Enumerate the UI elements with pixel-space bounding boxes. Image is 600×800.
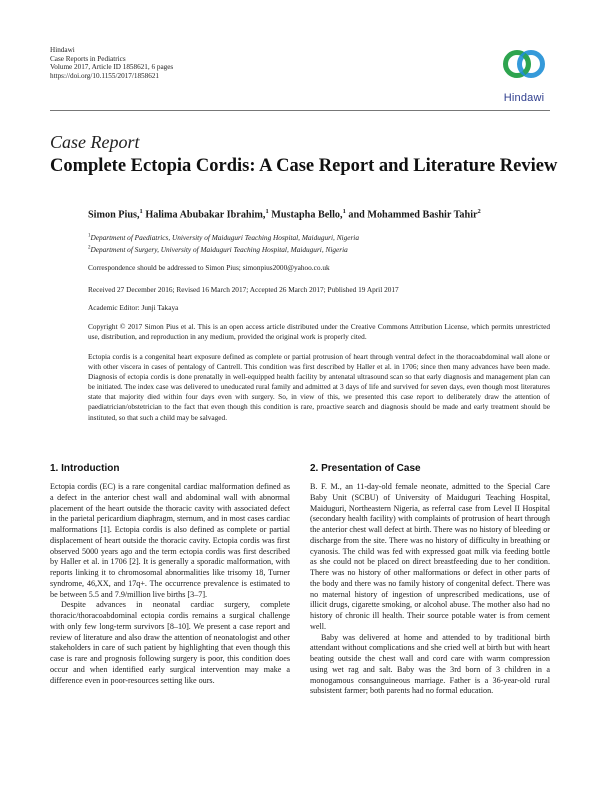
volume-info: Volume 2017, Article ID 1858621, 6 pages (50, 63, 174, 72)
publisher-name: Hindawi (50, 46, 75, 54)
article-dates: Received 27 December 2016; Revised 16 March 2017; Accepted 26 March 2017; Published 19 April 2017 (88, 285, 399, 294)
section-heading-presentation-of-case: 2. Presentation of Case (310, 463, 421, 474)
author-affiliation-mark: 2 (477, 208, 481, 215)
affiliation-mark: 1 (88, 233, 91, 239)
introduction-body (50, 482, 290, 686)
doi-link[interactable]: https://doi.org/10.1155/2017/1858621 (50, 71, 160, 80)
section-heading-introduction: 1. Introduction (50, 463, 120, 474)
case-presentation-body (310, 482, 550, 697)
author-name: Mustapha Bello, (268, 209, 343, 221)
author-name: Simon Pius, (88, 209, 140, 221)
hindawi-logo-text: Hindawi (503, 92, 545, 104)
author-name: and Mohammed Bashir Tahir (345, 209, 478, 221)
article-type: Case Report (50, 132, 140, 152)
author-name: Halima Abubakar Ibrahim, (142, 209, 266, 221)
affiliation-text: Department of Surgery, University of Maiduguri Teaching Hospital, Maiduguri, Nigeria (90, 245, 348, 254)
correspondence: Correspondence should be addressed to Simon Pius; simonpius2000@yahoo.co.uk (88, 263, 330, 272)
affiliation-text: Department of Paediatrics, University of Maiduguri Teaching Hospital, Maiduguri, Nigeria (90, 233, 359, 242)
author-affiliation-mark: 1 (342, 208, 346, 215)
header-divider (50, 110, 550, 111)
journal-name: Case Reports in Pediatrics (50, 54, 126, 63)
paragraph: Baby was delivered at home and attended to by traditional birth attendant without complications and she cried well at birth but with heart beating outside the chest wall and cord care with warm compression using wet rag and salt. Baby was the 3rd born of 3 children in a monogamous consanguineous marriage. Father is a 36-year-old rural subsistent farmer; both parents had no formal education. (310, 632, 550, 696)
affiliation (88, 233, 359, 242)
academic-editor: Academic Editor: Junji Takaya (88, 303, 179, 312)
affiliation-mark: 2 (88, 245, 91, 251)
article-title: Complete Ectopia Cordis: A Case Report and Literature Review (50, 156, 558, 176)
abstract: Ectopia cordis is a congenital heart exposure defined as complete or partial protrusion of heart through ventral defect in the thoracoabdominal wall alone or with other viscera in cases of pentalogy of Cantrell. This condition was first described by Haller et al. in 1706; since then many advances have been made. Diagnosis of ectopia cordis is done prenatally in well-equipped health facility by antenatal ultrasound scan so that early diagnosis and management plan can be initiated. The index case was delivered to uneducated rural family and admitted at 3 days of life and survived for seven days, even though most literatures state that majority died within four days even with surgery. So, in view of this, we presented this case report to deliberately draw the attention of paediatrician/obstetrician to the fact that even though this condition is rare, proactive search and diagnosis should be made and early treatment should be instituted, so that such a child may be salvaged. (88, 352, 550, 422)
journal-header (50, 46, 173, 80)
paragraph: Despite advances in neonatal cardiac surgery, complete thoracic/thoracoabdominal ectopia cordis remains a surgical challenge with only few long-term survivors [8–10]. We present a case report and review of literature and also draw the attention of neonatologist and other stakeholders in care of such patient by highlighting that even though this case is rare and prognosis following surgery is poor, this condition does occur and when identified early surgical intervention may make a difference even in poor-resources setting like ours. (50, 600, 290, 685)
paragraph: B. F. M., an 11-day-old female neonate, admitted to the Special Care Baby Unit (SCBU) of University of Maiduguri Teaching Hospital, Maiduguri, Northeastern Nigeria, as referral case from Level II Hospital (secondary health facility) with complaints of protrusion of heart through the anterior chest wall defect at birth. There was no history of bleeding or discharge from the site. There was no history of difficulty in breathing or cyanosis. The child was fed with expressed goat milk via feeding bottle as she could not be placed on direct breastfeeding due to her condition. There was no history of other malformations or defect in other parts of the body and there was no family history of congenital defect. There was no maternal history of ingestion of unprescribed medications, use of illicit drugs, cigarette smoking, or alcohol abuse. The mother also had no history of chronic ill health. Their source potable water is from cement well. (310, 482, 550, 631)
author-list (88, 208, 481, 220)
author-affiliation-mark: 1 (265, 208, 269, 215)
author-affiliation-mark: 1 (139, 208, 143, 215)
paragraph: Ectopia cordis (EC) is a rare congenital cardiac malformation defined as a defect in the anterior chest wall and abdominal wall with abnormal placement of the heart outside the thoracic cavity with associated defect in the parietal pericardium diaphragm, sternum, and in most cases cardiac malformations [1]. Ectopia cordis is also defined as complete or partial displacement of heart outside the thoracic cavity. Ectopia cordis was first observed 5000 years ago and the term ectopia cordis was first described by Haller et al. in 1706 [2]. It is generally a sporadic malformation, with reports linking it to chromosomal abnormalities like trisomy 18, Turner syndrome, 46,XX, and 17q+. The occurrence prevalence is estimated to be between 5.5 and 7.9/million live births [3–7]. (50, 482, 290, 599)
affiliation (88, 245, 348, 254)
copyright-notice: Copyright © 2017 Simon Pius et al. This is an open access article distributed under the Creative Commons Attribution License, which permits unrestricted use, distribution, and reproduction in any medium, provided the original work is properly cited. (88, 322, 550, 342)
